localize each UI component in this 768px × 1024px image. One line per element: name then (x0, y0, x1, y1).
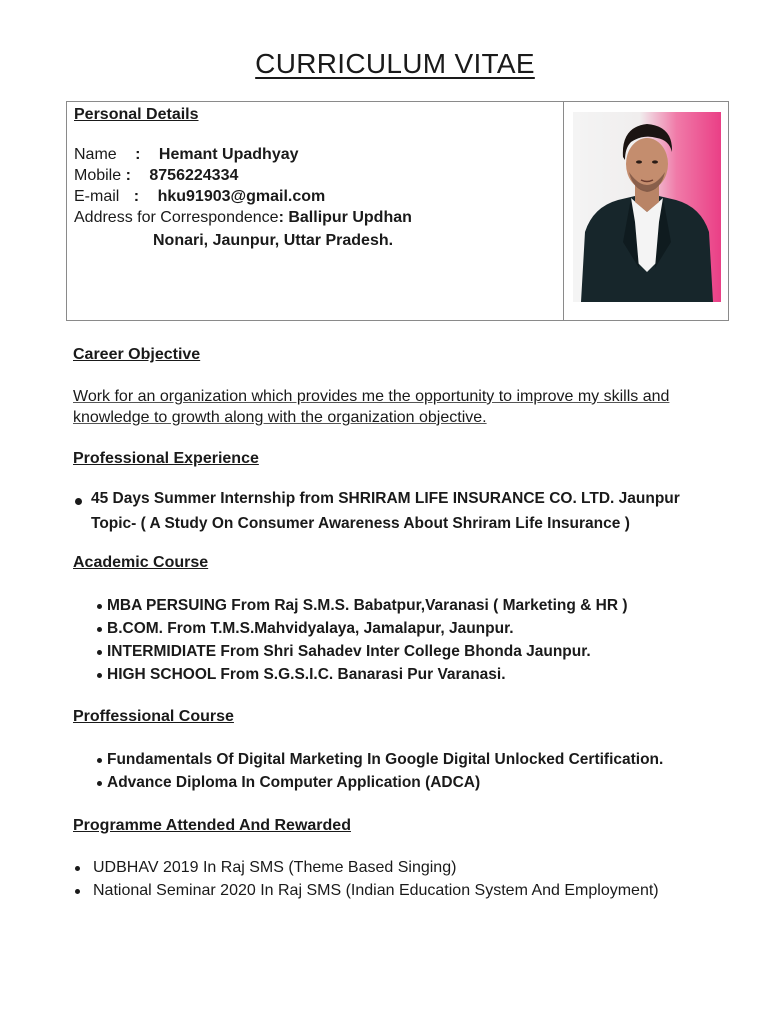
academic-course-heading: Academic Course (73, 554, 209, 571)
bullet-icon (97, 604, 102, 609)
list-item (93, 880, 659, 903)
career-objective-heading: Career Objective (73, 346, 201, 363)
bullet-icon (97, 758, 102, 763)
bullet-icon (75, 866, 80, 871)
address-label: Address for Correspondence (74, 209, 279, 226)
course-item: Advance Diploma In Computer Application (ADCA) (107, 774, 481, 791)
name-value: Hemant Upadhyay (158, 146, 299, 163)
programmes-heading: Programme Attended And Rewarded (73, 817, 351, 834)
mobile-value: 8756224334 (149, 167, 239, 184)
experience-line-2: Topic- ( A Study On Consumer Awareness About Shriram Life Insurance ) (91, 515, 630, 532)
address-value-line2: Nonari, Jaunpur, Uttar Pradesh. (153, 232, 394, 249)
programme-item: UDBHAV 2019 In Raj SMS (Theme Based Singing) (93, 859, 457, 876)
profile-photo (573, 112, 721, 302)
programme-item: National Seminar 2020 In Raj SMS (Indian Education System And Employment) (93, 882, 659, 899)
mobile-label: Mobile (74, 167, 122, 184)
bullet-icon (97, 650, 102, 655)
career-objective-text: Work for an organization which provides me the opportunity to improve my skills and knowledge to growth along with the organization objective. (73, 388, 670, 426)
professional-course-list (107, 749, 663, 795)
list-item (107, 749, 663, 772)
programmes-list (93, 857, 659, 903)
email-colon: : (133, 188, 140, 205)
email-value: hku91903@gmail.com (157, 188, 326, 205)
list-item (91, 512, 680, 535)
list-item (107, 772, 663, 795)
email-row (74, 188, 325, 206)
list-item (107, 618, 628, 641)
academic-course-list (107, 595, 628, 687)
bullet-icon (75, 498, 82, 505)
list-item (107, 595, 628, 618)
bullet-icon (97, 627, 102, 632)
academic-item: MBA PERSUING From Raj S.M.S. Babatpur,Varanasi ( Marketing & HR ) (107, 597, 628, 614)
course-item: Fundamentals Of Digital Marketing In Google Digital Unlocked Certification. (107, 751, 664, 768)
table-divider (563, 102, 564, 320)
list-item (91, 489, 680, 512)
address-row (74, 209, 412, 227)
mobile-row (74, 167, 238, 185)
experience-line-1: 45 Days Summer Internship from SHRIRAM LIFE INSURANCE CO. LTD. Jaunpur (91, 490, 680, 507)
academic-item: HIGH SCHOOL From S.G.S.I.C. Banarasi Pur Varanasi. (107, 666, 506, 683)
academic-item: INTERMIDIATE From Shri Sahadev Inter College Bhonda Jaunpur. (107, 643, 591, 660)
list-item (107, 664, 628, 687)
academic-item: B.COM. From T.M.S.Mahvidyalaya, Jamalapur, Jaunpur. (107, 620, 514, 637)
name-label: Name (74, 146, 117, 163)
address-colon: : (278, 209, 284, 226)
bullet-icon (97, 673, 102, 678)
address-value-line1: Ballipur Updhan (288, 209, 412, 226)
list-item (107, 641, 628, 664)
address-row-2 (153, 232, 393, 250)
personal-details-heading: Personal Details (74, 106, 199, 123)
bullet-icon (75, 889, 80, 894)
email-label: E-mail (74, 188, 120, 205)
professional-experience-heading: Professional Experience (73, 450, 259, 467)
document-title: CURRICULUM VITAE (255, 48, 535, 79)
name-colon: : (135, 146, 141, 163)
bullet-icon (97, 781, 102, 786)
name-row (74, 146, 299, 164)
personal-details-box (66, 101, 729, 321)
professional-course-heading: Proffessional Course (73, 708, 234, 725)
professional-experience-list (91, 489, 680, 535)
list-item (93, 857, 659, 880)
mobile-colon: : (125, 167, 131, 184)
